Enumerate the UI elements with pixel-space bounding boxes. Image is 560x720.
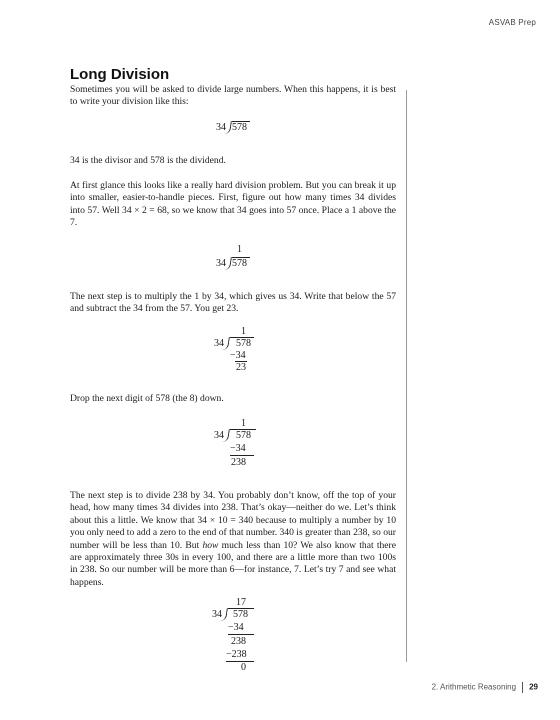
subtraction-line (228, 634, 254, 635)
subtraction-line (226, 661, 254, 662)
section-title: Long Division (70, 66, 170, 83)
subtrahend: −238 (226, 649, 247, 660)
page-footer (432, 682, 538, 693)
paragraph-text: 34 is the divisor and 578 is the dividend. (70, 155, 226, 166)
text-run: much less than 10? We also know that there are approximately three 30s in every 100, and there are a little more than two 100s in 238. So our number will be more than 6—for instance, 7. Let’s try 7 and see what happens. (70, 539, 396, 588)
subtrahend: −34 (228, 622, 244, 633)
subtrahend: −34 (230, 350, 246, 361)
footer-separator (522, 682, 523, 693)
division-bracket (220, 608, 228, 621)
subtraction-line (230, 455, 254, 456)
paragraph-text (70, 490, 396, 589)
paragraph-drop-digit (70, 393, 396, 405)
running-header: ASVAB Prep (488, 18, 536, 27)
quotient: 1 (241, 418, 246, 429)
emphasis: how (202, 539, 219, 551)
remainder: 23 (236, 362, 246, 373)
division-bracket (222, 429, 230, 442)
divisor: 34 (214, 430, 224, 441)
final-remainder: 0 (241, 662, 246, 673)
quotient: 1 (241, 326, 246, 337)
dividend: 578 (232, 122, 247, 133)
division-bracket (224, 257, 232, 270)
paragraph-text: The next step is to multiply the 1 by 34, which gives us 34. Write that below the 57 and subtract the 34 from the 57. You get 23. (70, 291, 396, 315)
dividend: 578 (236, 430, 251, 441)
chapter-label: 2. Arithmetic Reasoning (431, 682, 517, 692)
partial-dividend: 238 (231, 636, 246, 647)
division-bracket (224, 121, 232, 134)
quotient: 17 (236, 597, 246, 608)
paragraph-divide-238 (70, 490, 396, 589)
paragraph-intro: Sometimes you will be asked to divide large numbers. When this happens, it is best to write your division like this: (70, 84, 396, 108)
dividend: 578 (233, 609, 248, 620)
divisor: 34 (216, 258, 226, 269)
paragraph-divisor-dividend (70, 155, 396, 167)
division-bracket (222, 337, 230, 350)
paragraph-text: At first glance this looks like a really hard division problem. But you can break it up into smaller, easier-to-handle pieces. First, figure out how many times 34 divides into 57. Well 34 × 2 = 68, so we know that 34 goes into 57 once. Place a 1 above the 7. (70, 180, 396, 229)
division-example-3 (214, 326, 256, 376)
divisor: 34 (214, 338, 224, 349)
paragraph-text: Drop the next digit of 578 (the 8) down. (70, 393, 224, 404)
division-example-2 (216, 244, 252, 270)
paragraph-first-glance (70, 180, 396, 230)
division-example-5 (212, 597, 262, 677)
divisor: 34 (212, 609, 222, 620)
remainder: 238 (231, 457, 246, 468)
division-example-4 (214, 418, 260, 470)
margin-rule (406, 90, 407, 662)
paragraph-multiply (70, 291, 396, 316)
dividend: 578 (236, 338, 251, 349)
subtrahend: −34 (230, 443, 246, 454)
quotient: 1 (237, 244, 242, 255)
page-number: 29 (529, 682, 538, 692)
page-content (70, 66, 396, 109)
text-run: The next step is to divide 238 by 34. You probably don’t know, off the top of your head, how many times 34 divides into 238. That’s okay—neither do we. Let’s think about this a little. We know that 34 × 10 = 340 because to multiply a number by 10 you only need to add a zero to the end of that number. 340 is greater than 238, so our number will be less than 10. But (70, 490, 396, 551)
dividend: 578 (232, 258, 247, 269)
divisor: 34 (216, 122, 226, 133)
